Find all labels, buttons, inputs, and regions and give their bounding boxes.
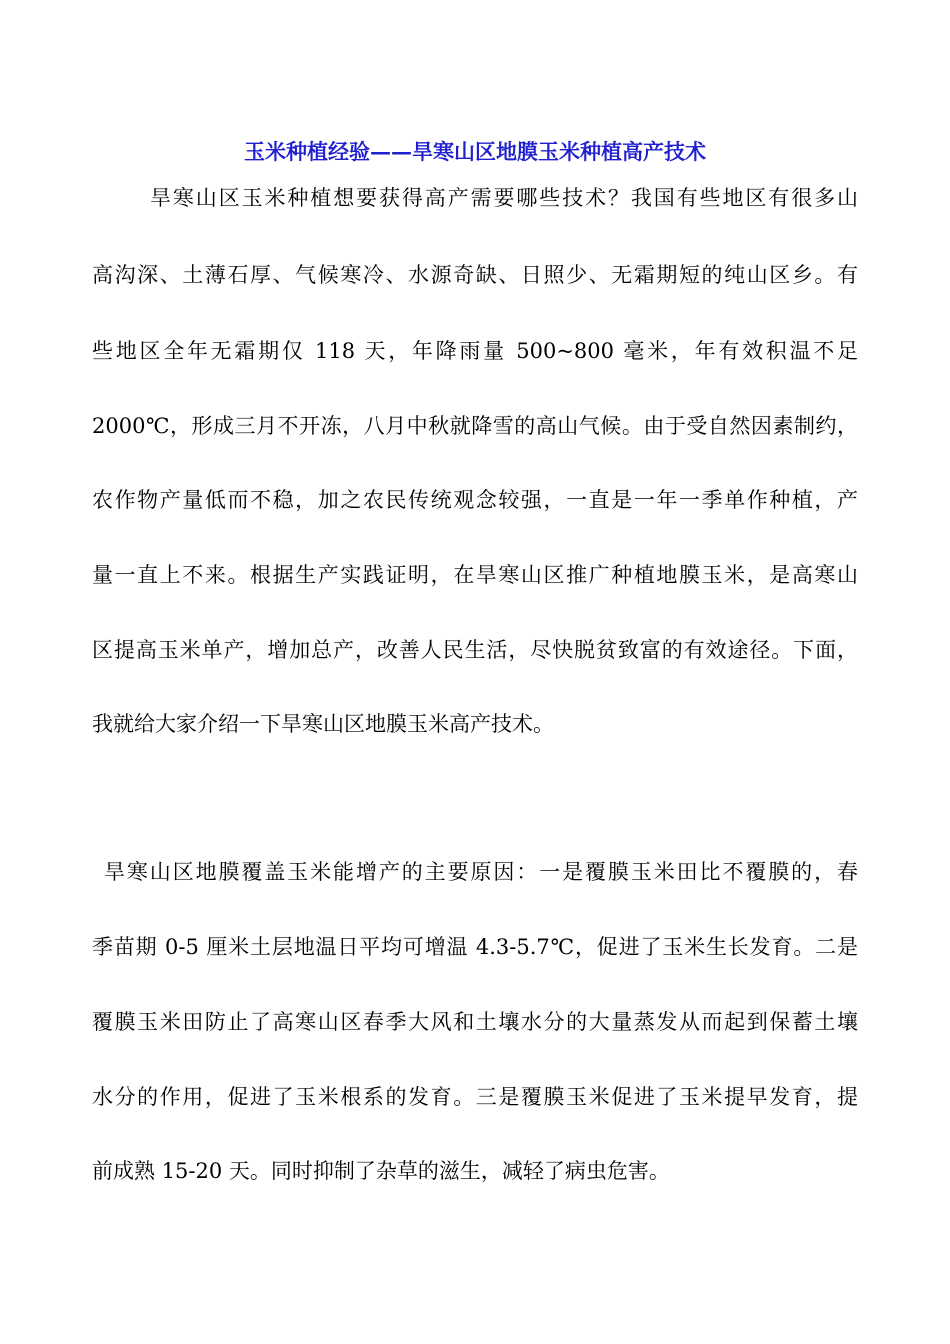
paragraph-2-line-4: 水分的作用，促进了玉米根系的发育。三是覆膜玉米促进了玉米提早发育，提 xyxy=(92,1085,858,1109)
paragraph-1-line-7: 区提高玉米单产，增加总产，改善人民生活，尽快脱贫致富的有效途径。下面， xyxy=(92,638,858,662)
paragraph-1-line-1: 旱寒山区玉米种植想要获得高产需要哪些技术？我国有些地区有很多山 xyxy=(150,186,858,210)
paragraph-1-line-6: 量一直上不来。根据生产实践证明，在旱寒山区推广种植地膜玉米，是高寒山 xyxy=(92,563,858,587)
paragraph-1-line-5: 农作物产量低而不稳，加之农民传统观念较强，一直是一年一季单作种植，产 xyxy=(92,488,858,512)
paragraph-1-line-8: 我就给大家介绍一下旱寒山区地膜玉米高产技术。 xyxy=(92,712,554,736)
paragraph-1-line-3: 些地区全年无霜期仅 118 天，年降雨量 500~800 毫米，年有效积温不足 xyxy=(92,339,858,363)
paragraph-2-line-1: 旱寒山区地膜覆盖玉米能增产的主要原因：一是覆膜玉米田比不覆膜的，春 xyxy=(104,860,858,884)
paragraph-2-line-5: 前成熟 15-20 天。同时抑制了杂草的滋生，减轻了病虫危害。 xyxy=(92,1159,670,1183)
paragraph-1-line-4: 2000℃，形成三月不开冻，八月中秋就降雪的高山气候。由于受自然因素制约， xyxy=(92,414,858,438)
document-title: 玉米种植经验——旱寒山区地膜玉米种植高产技术 xyxy=(244,139,706,164)
paragraph-1-line-2: 高沟深、土薄石厚、气候寒冷、水源奇缺、日照少、无霜期短的纯山区乡。有 xyxy=(92,263,858,287)
paragraph-2-line-3: 覆膜玉米田防止了高寒山区春季大风和土壤水分的大量蒸发从而起到保蓄土壤 xyxy=(92,1010,858,1034)
paragraph-2-line-2: 季苗期 0-5 厘米土层地温日平均可增温 4.3-5.7℃，促进了玉米生长发育。二是 xyxy=(92,935,858,959)
